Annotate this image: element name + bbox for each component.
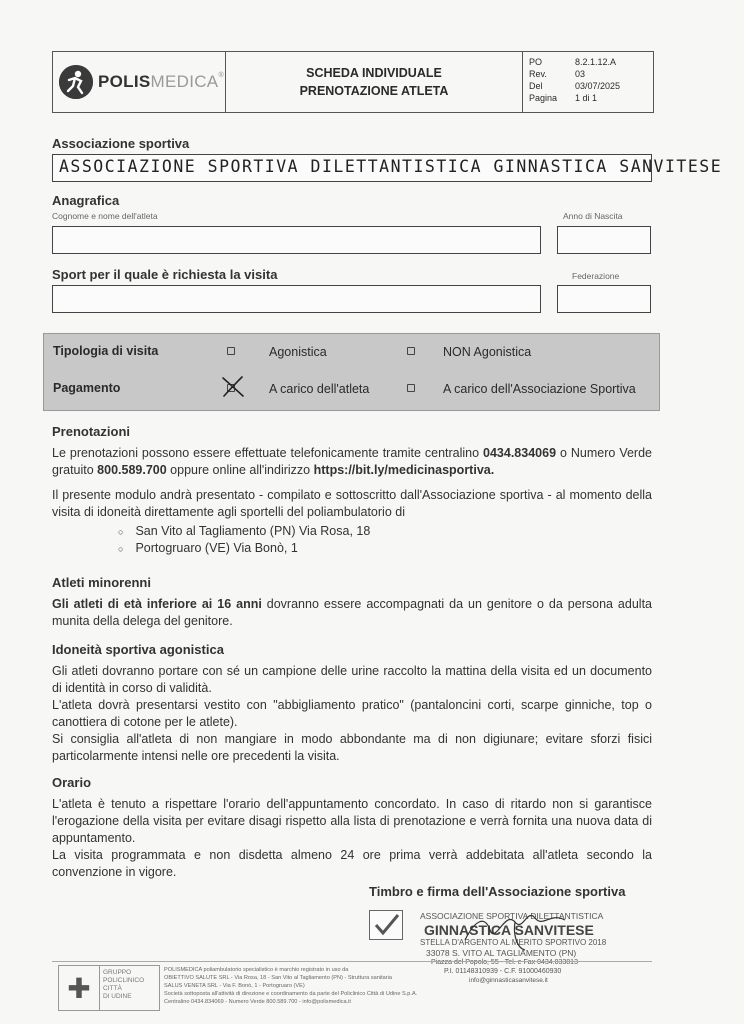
location-item: [118, 524, 370, 538]
stamp-line-6: P.I. 01148310939 - C.F. 91000460930: [444, 968, 562, 975]
stamp-line-3: STELLA D'ARGENTO AL MERITO SPORTIVO 2018: [420, 938, 607, 947]
stamp-line-5: Piazza del Popolo, 55 - Tel. e Fax 0434.833813: [431, 959, 578, 966]
title-line2: PRENOTAZIONE ATLETA: [299, 84, 449, 98]
options-panel: [43, 333, 660, 411]
minorenni-paragraph: [52, 596, 652, 630]
gruppo-logo: [58, 965, 160, 1011]
meta-value: 1 di 1: [575, 93, 598, 103]
prenotazioni-title: Prenotazioni: [52, 424, 131, 439]
stamp-line-4: 33078 S. VITO AL TAGLIAMENTO (PN): [426, 948, 577, 958]
footer-line: Centralino 0434.834069 - Numero Verde 800.589.700 - info@polismedica.it: [164, 999, 351, 1005]
brand-part1: POLIS: [98, 72, 151, 91]
booking-link[interactable]: https://bit.ly/medicinasportiva.: [313, 463, 495, 477]
stamp-logo-icon: [369, 910, 403, 940]
phone-number: 0434.834069: [483, 446, 557, 460]
age-requirement: Gli atleti di età inferiore ai 16 anni: [52, 597, 262, 611]
brand-part2: MEDICA: [150, 72, 219, 91]
runner-icon: [59, 65, 93, 99]
carico-assoc-label: A carico dell'Associazione Sportiva: [443, 382, 636, 396]
location-text: San Vito al Tagliamento (PN) Via Rosa, 18: [135, 524, 371, 538]
agonistica-checkbox[interactable]: [227, 347, 235, 355]
orario-title: Orario: [52, 775, 92, 790]
agonistica-label: Agonistica: [269, 345, 327, 359]
meta-value: 8.2.1.12.A: [575, 57, 617, 67]
toll-free-number: 800.589.700: [97, 463, 167, 477]
bullet-icon: ○: [118, 544, 124, 554]
document-header: [52, 51, 654, 113]
footer-line: SALUS VENETA SRL - Via F. Bonò, 1 - Portogruaro (VE): [164, 983, 305, 989]
sport-label: Sport per il quale è richiesta la visita: [52, 267, 278, 282]
gruppo-line: POLICLINICO: [103, 977, 145, 984]
text-span: dovranno essere accompagnati da un genitore o da persona adulta munita della delega del genitore.: [52, 597, 652, 628]
gruppo-line: DI UDINE: [103, 993, 132, 1000]
bullet-icon: ○: [118, 527, 124, 537]
document-meta: [523, 52, 653, 112]
name-field[interactable]: [52, 226, 541, 254]
polismedica-logo: [53, 52, 226, 112]
meta-key: Pagina: [529, 93, 558, 103]
carico-assoc-checkbox[interactable]: [407, 384, 415, 392]
federazione-label: Federazione: [572, 271, 620, 281]
footer-line: Società sottoposta all'attività di direzione e coordinamento da parte del Policlinico Città di Udine S.p.A.: [164, 991, 418, 997]
footer-line: POLISMEDICA poliambulatorio specialistico è marchio registrato in uso da: [164, 967, 349, 973]
orario-paragraph-1: L'atleta è tenuto a rispettare l'orario dell'appuntamento concordato. In caso di ritardo non si garantisce l'erogazione della visita per evitare disagi rispetto alla lista di prenotazione e verrà fornita una nuova data di appuntamento.: [52, 797, 652, 845]
meta-key: Del: [529, 81, 543, 91]
tipologia-label: Tipologia di visita: [53, 344, 159, 358]
gruppo-line: CITTÀ: [103, 985, 122, 992]
non-agonistica-label: NON Agonistica: [443, 345, 532, 359]
gruppo-text: [100, 966, 147, 1010]
idoneita-paragraph-3: Si consiglia all'atleta di non mangiare in modo abbondante ma di non digiunare; evitare sforzi fisici particolarmente intensi nelle ore precedenti la visita.: [52, 732, 652, 763]
name-label: Cognome e nome dell'atleta: [52, 211, 158, 221]
text-span: oppure online all'indirizzo: [166, 463, 314, 477]
handwritten-signature: [455, 900, 585, 960]
stamp-line-7: info@ginnasticasanvitese.it: [469, 977, 548, 984]
stamp-line-1: ASSOCIAZIONE SPORTIVA DILETTANTISTICA: [420, 911, 604, 921]
anagrafica-label: Anagrafica: [52, 193, 120, 208]
sport-field[interactable]: [52, 285, 541, 313]
pagamento-label: Pagamento: [53, 381, 121, 395]
modulo-paragraph: Il presente modulo andrà presentato - compilato e sottoscritto dall'Associazione sportiva - al momento della visita di idoneità direttamente agli sportelli del poliambulatorio di: [52, 488, 652, 519]
footer-line: OBIETTIVO SALUTE SRL - Via Rosa, 18 - San Vito al Tagliamento (PN) - Struttura sanitaria: [164, 975, 392, 981]
brand-name: POLISMEDICA®: [98, 72, 224, 91]
medical-cross-icon: ✚: [59, 966, 100, 1010]
location-item: [118, 541, 298, 555]
footer-divider: [52, 961, 652, 962]
footer-text: [164, 966, 464, 1006]
meta-key: PO: [529, 57, 543, 67]
cross-mark-icon: [220, 375, 246, 399]
orario-paragraph-2: La visita programmata e non disdetta almeno 24 ore prima verrà addebitata all'atleta secondo la convenzione in vigore.: [52, 848, 652, 879]
text-span: Le prenotazioni possono essere effettuate telefonicamente tramite centralino: [52, 446, 484, 460]
signature-label: Timbro e firma dell'Associazione sportiva: [369, 884, 626, 899]
non-agonistica-checkbox[interactable]: [407, 347, 415, 355]
meta-key: Rev.: [529, 69, 547, 79]
title-line1: SCHEDA INDIVIDUALE: [306, 66, 442, 80]
assoc-label: Associazione sportiva: [52, 136, 190, 151]
assoc-field[interactable]: ASSOCIAZIONE SPORTIVA DILETTANTISTICA GINNASTICA SANVITESE: [52, 154, 652, 182]
gruppo-line: GRUPPO: [103, 969, 132, 976]
prenotazioni-paragraph: [52, 445, 652, 479]
carico-atleta-label: A carico dell'atleta: [269, 382, 370, 396]
idoneita-title: Idoneità sportiva agonistica: [52, 642, 224, 657]
idoneita-paragraph-2: L'atleta dovrà presentarsi vestito con "abbigliamento pratico" (pantaloncini corti, scarpe ginniche, top o canottiera di cotone per le atlete).: [52, 698, 652, 729]
idoneita-paragraph-1: Gli atleti dovranno portare con sé un campione delle urine raccolto la mattina della visita ed un documento di identità in corso di validità.: [52, 664, 652, 695]
meta-value: 03/07/2025: [575, 81, 621, 91]
text-span: o Numero Verde gratuito: [52, 446, 652, 477]
federazione-field[interactable]: [557, 285, 651, 313]
birth-year-label: Anno di Nascita: [563, 211, 623, 221]
minorenni-title: Atleti minorenni: [52, 575, 151, 590]
location-text: Portogruaro (VE) Via Bonò, 1: [135, 541, 298, 555]
stamp-line-2: GINNASTICA SANVITESE: [424, 922, 594, 938]
meta-value: 03: [575, 69, 586, 79]
document-title: [226, 52, 523, 112]
birth-year-field[interactable]: [557, 226, 651, 254]
